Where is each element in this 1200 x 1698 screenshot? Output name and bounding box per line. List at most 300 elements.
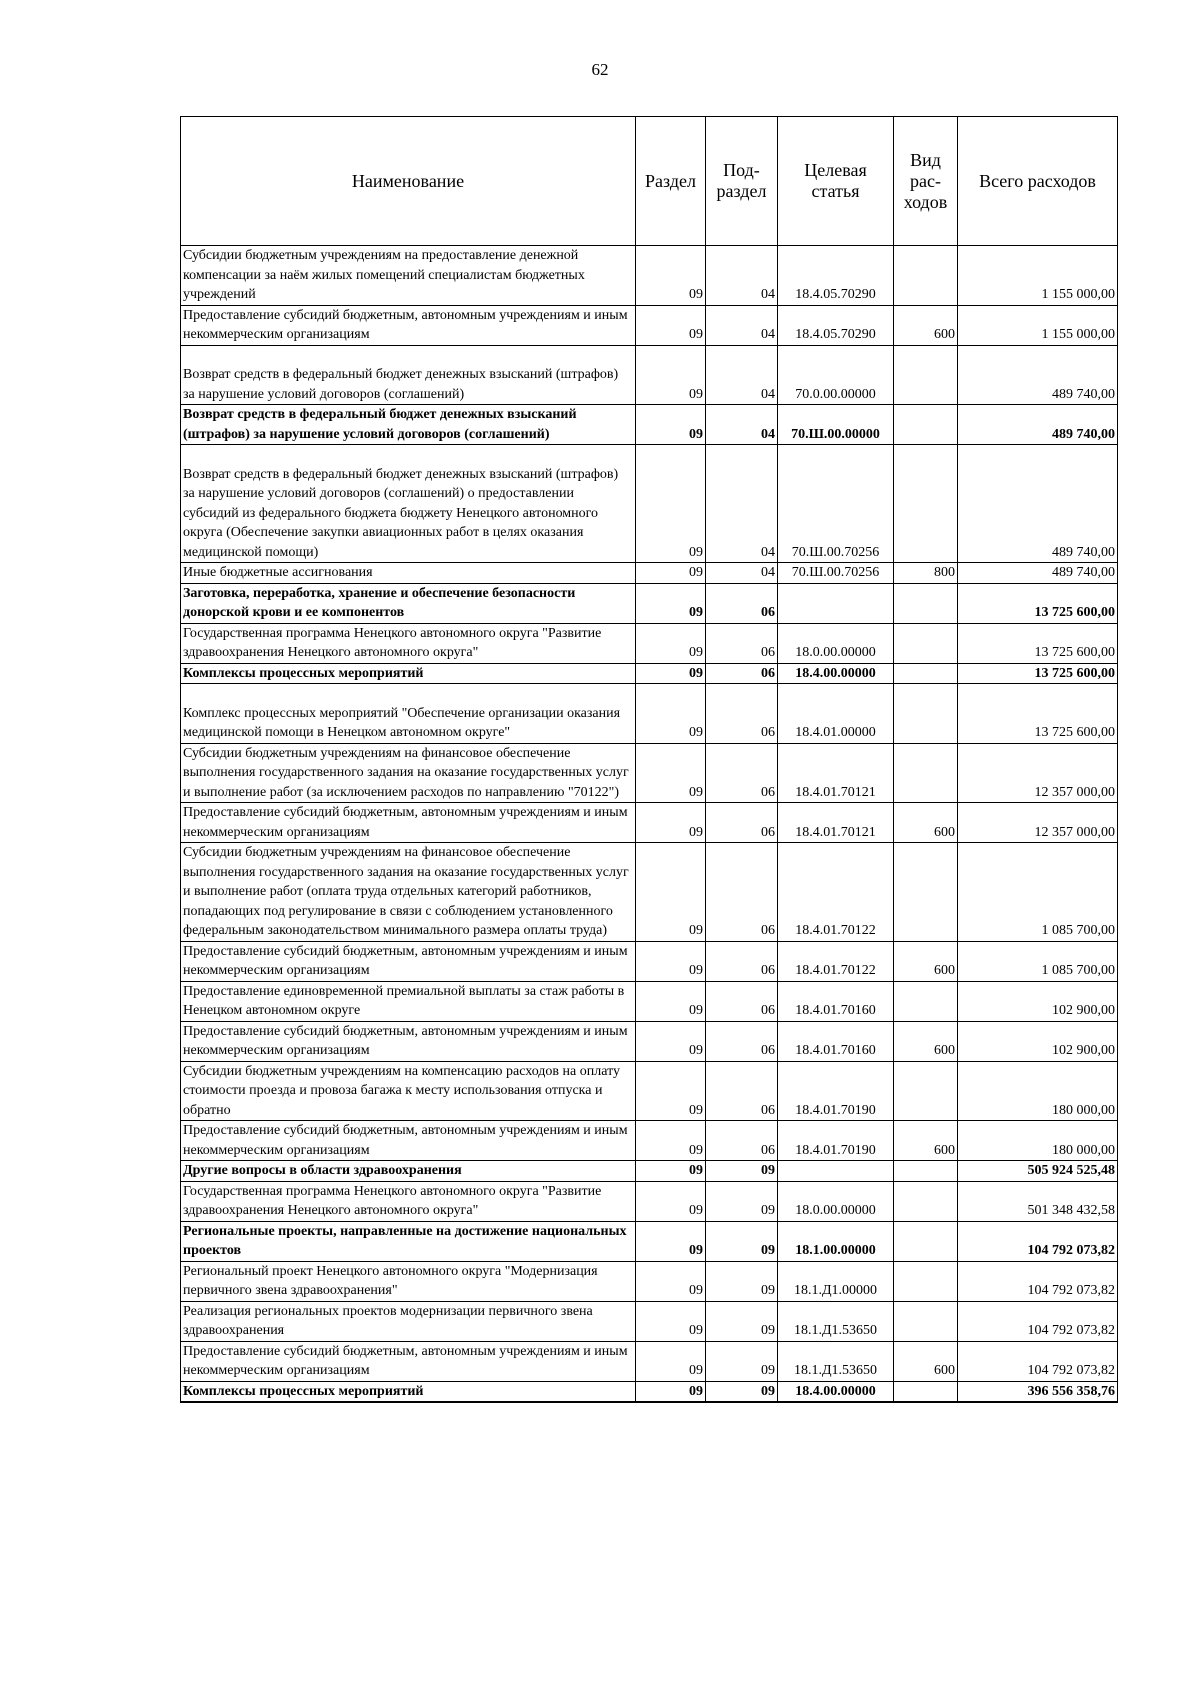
table-row (181, 743, 1118, 803)
row-target-text: 18.4.00.00000 (795, 665, 876, 681)
row-target-text: 18.4.01.70122 (795, 923, 876, 938)
row-total-text: 1 085 700,00 (1041, 923, 1115, 938)
row-name (181, 623, 636, 663)
row-subsection-text: 06 (761, 923, 775, 938)
row-expense-type (894, 563, 958, 584)
table-row (181, 1341, 1118, 1381)
row-subsection-text: 09 (761, 1203, 775, 1218)
row-name (181, 981, 636, 1021)
row-name-text: Предоставление субсидий бюджетным, автономным учреждениям и иным некоммерческим организациям (183, 943, 628, 978)
header-target: Целевая статья (778, 117, 894, 246)
row-expense-type (894, 405, 958, 445)
row-name (181, 246, 636, 306)
row-total (958, 1161, 1118, 1182)
row-expense-type (894, 445, 958, 563)
row-total-text: 102 900,00 (1052, 1043, 1115, 1058)
row-total-text: 180 000,00 (1052, 1142, 1115, 1158)
table-row (181, 1121, 1118, 1161)
row-target-text: 18.0.00.00000 (795, 1203, 876, 1218)
row-section-text: 09 (689, 824, 703, 840)
row-section-text: 09 (689, 426, 703, 442)
row-name (181, 843, 636, 942)
row-name-text: Возврат средств в федеральный бюджет денежных взысканий (штрафов) за нарушение условий договоров (соглашений) о предоставлении субсидий из федерального бюджета бюджету Ненецкого автономного округа (Обеспечение закупки авиационных работ в целях оказания медицинской помощи) (183, 466, 619, 560)
row-section-text: 09 (689, 1243, 703, 1258)
row-name-text: Заготовка, переработка, хранение и обеспечение безопасности донорской крови и ее компонентов (183, 585, 576, 620)
row-name-text: Региональный проект Ненецкого автономного округа "Модернизация первичного звена здравоохранения" (183, 1263, 598, 1298)
row-section (636, 981, 706, 1021)
row-name (181, 1261, 636, 1301)
row-section-text: 09 (689, 1323, 703, 1338)
row-target-text: 18.1.Д1.53650 (793, 1363, 878, 1378)
row-target-text: 18.4.01.70190 (795, 1102, 876, 1118)
row-expense-type-text: 600 (934, 1043, 955, 1058)
row-subsection-text: 09 (761, 1163, 775, 1178)
row-name-text: Комплексы процессных мероприятий (183, 1383, 424, 1399)
row-total (958, 623, 1118, 663)
row-subsection-text: 09 (761, 1283, 775, 1298)
row-total-text: 501 348 432,58 (1027, 1203, 1115, 1218)
row-subsection (706, 623, 778, 663)
row-total (958, 405, 1118, 445)
row-name-text: Иные бюджетные ассигнования (183, 565, 373, 580)
row-name-text: Предоставление единовременной премиальной выплаты за стаж работы в Ненецком автономном округе (183, 983, 625, 1018)
row-expense-type (894, 305, 958, 345)
row-name-text: Предоставление субсидий бюджетным, автономным учреждениям и иным некоммерческим организациям (183, 307, 628, 342)
row-subsection (706, 345, 778, 405)
row-section-text: 09 (689, 327, 703, 342)
header-expense-type: Вид рас- ходов (894, 117, 958, 246)
row-expense-type (894, 1261, 958, 1301)
row-total (958, 803, 1118, 843)
row-name (181, 1301, 636, 1341)
row-name-text: Предоставление субсидий бюджетным, автономным учреждениям и иным некоммерческим организациям (183, 1023, 628, 1058)
row-subsection-text: 06 (761, 1102, 775, 1118)
table-body (181, 246, 1118, 1403)
row-section (636, 843, 706, 942)
row-target (778, 1341, 894, 1381)
row-target (778, 941, 894, 981)
row-expense-type (894, 1301, 958, 1341)
row-section (636, 405, 706, 445)
row-total-text: 489 740,00 (1052, 565, 1115, 580)
row-target-text: 18.4.05.70290 (795, 327, 876, 342)
row-expense-type-text: 800 (934, 565, 955, 580)
row-name-text: Субсидии бюджетным учреждениям на компенсацию расходов на оплату стоимости проезда и провоза багажа к месту использования отпуска и обратно (183, 1063, 621, 1118)
row-name-text: Субсидии бюджетным учреждениям на финансовое обеспечение выполнения государственного задания на оказание государственных услуг и выполнение работ (оплата труда отдельных категорий работников, попадающих под регулирование в связи с соблюдением установленного федеральным законодательством минимального размера оплаты труда) (183, 845, 629, 938)
row-expense-type (894, 1061, 958, 1121)
row-name (181, 1381, 636, 1402)
row-section-text: 09 (689, 645, 703, 660)
row-target-text: 18.4.01.70190 (795, 1142, 876, 1158)
row-target (778, 1181, 894, 1221)
row-subsection (706, 843, 778, 942)
row-expense-type-text: 600 (934, 327, 955, 342)
row-section-text: 09 (689, 963, 703, 978)
table-row (181, 345, 1118, 405)
row-name (181, 743, 636, 803)
row-name (181, 445, 636, 563)
row-target (778, 1301, 894, 1341)
row-subsection-text: 06 (761, 1142, 775, 1158)
row-target (778, 246, 894, 306)
row-expense-type (894, 1341, 958, 1381)
table-row (181, 583, 1118, 623)
row-name (181, 1221, 636, 1261)
header-section: Раздел (636, 117, 706, 246)
row-name-text: Возврат средств в федеральный бюджет денежных взысканий (штрафов) за нарушение условий договоров (соглашений) (183, 367, 619, 402)
row-total-text: 1 155 000,00 (1041, 327, 1115, 342)
row-expense-type (894, 345, 958, 405)
row-total-text: 13 725 600,00 (1034, 665, 1115, 681)
row-section (636, 803, 706, 843)
row-target-text: 70.Ш.00.70256 (791, 544, 880, 560)
header-total: Всего расходов (958, 117, 1118, 246)
row-target (778, 1161, 894, 1182)
table-row (181, 405, 1118, 445)
row-section (636, 743, 706, 803)
row-total-text: 505 924 525,48 (1027, 1163, 1115, 1178)
row-expense-type (894, 583, 958, 623)
row-section-text: 09 (689, 1363, 703, 1378)
table-row (181, 563, 1118, 584)
row-total-text: 13 725 600,00 (1034, 645, 1115, 660)
row-total (958, 1021, 1118, 1061)
row-subsection (706, 405, 778, 445)
row-target-text: 70.Ш.00.70256 (791, 565, 880, 580)
row-section (636, 1181, 706, 1221)
row-section-text: 09 (689, 1003, 703, 1018)
row-subsection-text: 06 (761, 725, 775, 740)
table-row (181, 305, 1118, 345)
row-total-text: 489 740,00 (1052, 544, 1115, 560)
row-name (181, 1021, 636, 1061)
row-subsection-text: 06 (761, 605, 775, 620)
row-total-text: 1 155 000,00 (1041, 287, 1115, 302)
row-subsection (706, 941, 778, 981)
row-expense-type (894, 1221, 958, 1261)
row-expense-type (894, 623, 958, 663)
row-target (778, 583, 894, 623)
row-expense-type (894, 684, 958, 744)
row-target (778, 345, 894, 405)
table-row (181, 843, 1118, 942)
row-section-text: 09 (689, 287, 703, 302)
row-section (636, 246, 706, 306)
row-expense-type-text: 600 (934, 824, 955, 840)
row-name (181, 1341, 636, 1381)
row-target-text: 18.4.01.00000 (795, 725, 876, 740)
row-expense-type (894, 981, 958, 1021)
row-target (778, 1121, 894, 1161)
row-subsection-text: 04 (761, 544, 775, 560)
header-name: Наименование (181, 117, 636, 246)
row-subsection-text: 06 (761, 645, 775, 660)
row-target-text: 18.1.Д1.00000 (793, 1283, 878, 1298)
row-target-text: 18.4.01.70160 (795, 1003, 876, 1018)
row-target-text: 18.4.01.70160 (795, 1043, 876, 1058)
row-name-text: Субсидии бюджетным учреждениям на предоставление денежной компенсации за наём жилых помещений специалистам бюджетных учреждений (183, 248, 585, 302)
row-subsection (706, 1161, 778, 1182)
row-total (958, 1261, 1118, 1301)
row-name-text: Комплексы процессных мероприятий (183, 665, 424, 681)
row-target-text: 70.Ш.00.00000 (791, 426, 880, 442)
row-name (181, 941, 636, 981)
row-name-text: Предоставление субсидий бюджетным, автономным учреждениям и иным некоммерческим организациям (183, 1343, 628, 1378)
row-target (778, 305, 894, 345)
table-row (181, 1061, 1118, 1121)
row-total (958, 1181, 1118, 1221)
row-target-text: 18.0.00.00000 (795, 645, 876, 660)
row-section (636, 563, 706, 584)
row-target (778, 743, 894, 803)
row-subsection-text: 09 (761, 1383, 775, 1399)
row-name (181, 663, 636, 684)
row-section (636, 1261, 706, 1301)
table-row (181, 623, 1118, 663)
row-name (181, 1161, 636, 1182)
row-subsection (706, 743, 778, 803)
row-target-text: 18.4.01.70121 (795, 824, 876, 840)
row-subsection-text: 09 (761, 1363, 775, 1378)
table-row (181, 1021, 1118, 1061)
row-name (181, 1121, 636, 1161)
table-row (181, 981, 1118, 1021)
row-total-text: 104 792 073,82 (1027, 1363, 1115, 1378)
row-subsection-text: 04 (761, 386, 775, 402)
row-name (181, 684, 636, 744)
row-section (636, 941, 706, 981)
table-row (181, 1261, 1118, 1301)
row-target (778, 663, 894, 684)
row-total-text: 13 725 600,00 (1034, 725, 1115, 740)
row-section (636, 663, 706, 684)
row-section-text: 09 (689, 665, 703, 681)
row-subsection (706, 445, 778, 563)
row-total-text: 104 792 073,82 (1027, 1283, 1115, 1298)
row-section (636, 1121, 706, 1161)
row-subsection (706, 583, 778, 623)
row-expense-type (894, 1121, 958, 1161)
table-row (181, 1221, 1118, 1261)
row-expense-type (894, 1181, 958, 1221)
row-expense-type (894, 1161, 958, 1182)
row-section (636, 583, 706, 623)
row-total-text: 396 556 358,76 (1027, 1383, 1115, 1399)
row-name-text: Реализация региональных проектов модернизации первичного звена здравоохранения (183, 1303, 593, 1338)
row-section (636, 1061, 706, 1121)
row-total (958, 1301, 1118, 1341)
row-expense-type-text: 600 (934, 1363, 955, 1378)
row-name-text: Государственная программа Ненецкого автономного округа "Развитие здравоохранения Ненецкого автономного округа" (183, 625, 602, 660)
row-subsection (706, 1061, 778, 1121)
row-subsection (706, 1261, 778, 1301)
row-target (778, 405, 894, 445)
row-section-text: 09 (689, 725, 703, 740)
row-expense-type (894, 843, 958, 942)
row-section-text: 09 (689, 1203, 703, 1218)
row-target (778, 843, 894, 942)
row-subsection-text: 06 (761, 784, 775, 800)
row-expense-type (894, 663, 958, 684)
table-row (181, 803, 1118, 843)
row-total (958, 684, 1118, 744)
row-section-text: 09 (689, 565, 703, 580)
row-target (778, 1381, 894, 1402)
row-name (181, 583, 636, 623)
row-total-text: 12 357 000,00 (1034, 824, 1115, 840)
row-section (636, 1341, 706, 1381)
row-section (636, 1381, 706, 1402)
row-name (181, 1181, 636, 1221)
row-section (636, 1221, 706, 1261)
row-target (778, 684, 894, 744)
row-subsection-text: 04 (761, 287, 775, 302)
row-target-text: 70.0.00.00000 (795, 386, 876, 402)
row-target-text: 18.1.00.00000 (795, 1243, 876, 1258)
row-name (181, 1061, 636, 1121)
row-subsection-text: 04 (761, 426, 775, 442)
table-row (181, 1161, 1118, 1182)
row-target (778, 563, 894, 584)
row-subsection-text: 09 (761, 1243, 775, 1258)
row-target (778, 1021, 894, 1061)
row-expense-type-text: 600 (934, 1142, 955, 1158)
row-name (181, 803, 636, 843)
row-target (778, 623, 894, 663)
table-row (181, 663, 1118, 684)
row-total (958, 981, 1118, 1021)
row-section (636, 623, 706, 663)
row-subsection (706, 305, 778, 345)
row-name (181, 305, 636, 345)
row-subsection (706, 563, 778, 584)
row-subsection (706, 684, 778, 744)
row-section-text: 09 (689, 1102, 703, 1118)
row-total-text: 180 000,00 (1052, 1102, 1115, 1118)
row-target-text: 18.1.Д1.53650 (793, 1323, 878, 1338)
row-subsection-text: 06 (761, 665, 775, 681)
row-subsection (706, 1341, 778, 1381)
table-row (181, 1181, 1118, 1221)
row-total-text: 1 085 700,00 (1041, 963, 1115, 978)
row-name (181, 563, 636, 584)
row-section-text: 09 (689, 386, 703, 402)
row-target-text: 18.4.01.70121 (795, 784, 876, 800)
row-section-text: 09 (689, 1383, 703, 1399)
row-name-text: Региональные проекты, направленные на достижение национальных проектов (183, 1223, 627, 1258)
row-subsection (706, 246, 778, 306)
row-target (778, 445, 894, 563)
row-total (958, 246, 1118, 306)
row-subsection-text: 06 (761, 1003, 775, 1018)
table-row (181, 445, 1118, 563)
row-total (958, 941, 1118, 981)
table-row (181, 684, 1118, 744)
row-subsection (706, 1381, 778, 1402)
row-total (958, 1221, 1118, 1261)
row-section-text: 09 (689, 1142, 703, 1158)
row-target-text: 18.4.01.70122 (795, 963, 876, 978)
row-expense-type-text: 600 (934, 963, 955, 978)
header-subsection: Под- раздел (706, 117, 778, 246)
row-total (958, 305, 1118, 345)
row-section (636, 445, 706, 563)
row-total (958, 743, 1118, 803)
row-name-text: Комплекс процессных мероприятий "Обеспечение организации оказания медицинской помощи в Ненецком автономном округе" (183, 705, 621, 740)
row-section-text: 09 (689, 1163, 703, 1178)
row-name-text: Возврат средств в федеральный бюджет денежных взысканий (штрафов) за нарушение условий договоров (соглашений) (183, 407, 577, 442)
row-subsection (706, 803, 778, 843)
row-subsection (706, 663, 778, 684)
row-section-text: 09 (689, 784, 703, 800)
row-subsection-text: 04 (761, 327, 775, 342)
row-subsection-text: 06 (761, 963, 775, 978)
row-section-text: 09 (689, 1043, 703, 1058)
row-subsection (706, 981, 778, 1021)
row-total (958, 843, 1118, 942)
table-row (181, 941, 1118, 981)
row-name-text: Предоставление субсидий бюджетным, автономным учреждениям и иным некоммерческим организациям (183, 805, 628, 840)
row-total-text: 104 792 073,82 (1027, 1243, 1115, 1258)
row-expense-type (894, 941, 958, 981)
row-target (778, 1261, 894, 1301)
row-total (958, 663, 1118, 684)
row-section-text: 09 (689, 1283, 703, 1298)
row-section (636, 1021, 706, 1061)
row-total-text: 489 740,00 (1052, 386, 1115, 402)
row-section-text: 09 (689, 605, 703, 620)
row-total (958, 1121, 1118, 1161)
row-name-text: Другие вопросы в области здравоохранения (183, 1163, 462, 1178)
row-total (958, 1341, 1118, 1381)
page-number: 62 (591, 60, 609, 79)
row-name (181, 345, 636, 405)
row-total (958, 1381, 1118, 1402)
row-expense-type (894, 1381, 958, 1402)
row-subsection (706, 1301, 778, 1341)
row-expense-type (894, 1021, 958, 1061)
row-target (778, 1221, 894, 1261)
row-section (636, 1301, 706, 1341)
row-total (958, 445, 1118, 563)
row-subsection (706, 1221, 778, 1261)
row-target-text: 18.4.00.00000 (795, 1383, 876, 1399)
row-target (778, 981, 894, 1021)
row-subsection-text: 04 (761, 565, 775, 580)
row-total-text: 12 357 000,00 (1034, 784, 1115, 800)
row-total (958, 583, 1118, 623)
row-section-text: 09 (689, 544, 703, 560)
row-total-text: 104 792 073,82 (1027, 1323, 1115, 1338)
row-name-text: Субсидии бюджетным учреждениям на финансовое обеспечение выполнения государственного задания на оказание государственных услуг и выполнение работ (за исключением расходов по направлению "70122") (183, 745, 629, 800)
row-section (636, 305, 706, 345)
row-subsection (706, 1181, 778, 1221)
row-subsection-text: 09 (761, 1323, 775, 1338)
row-section (636, 1161, 706, 1182)
row-section (636, 684, 706, 744)
row-expense-type (894, 743, 958, 803)
row-section-text: 09 (689, 923, 703, 938)
row-subsection-text: 06 (761, 824, 775, 840)
table-row (181, 1301, 1118, 1341)
table-header (181, 117, 1118, 246)
row-expense-type (894, 803, 958, 843)
row-total (958, 345, 1118, 405)
row-name-text: Предоставление субсидий бюджетным, автономным учреждениям и иным некоммерческим организациям (183, 1123, 628, 1158)
row-section (636, 345, 706, 405)
row-subsection (706, 1021, 778, 1061)
row-total (958, 563, 1118, 584)
